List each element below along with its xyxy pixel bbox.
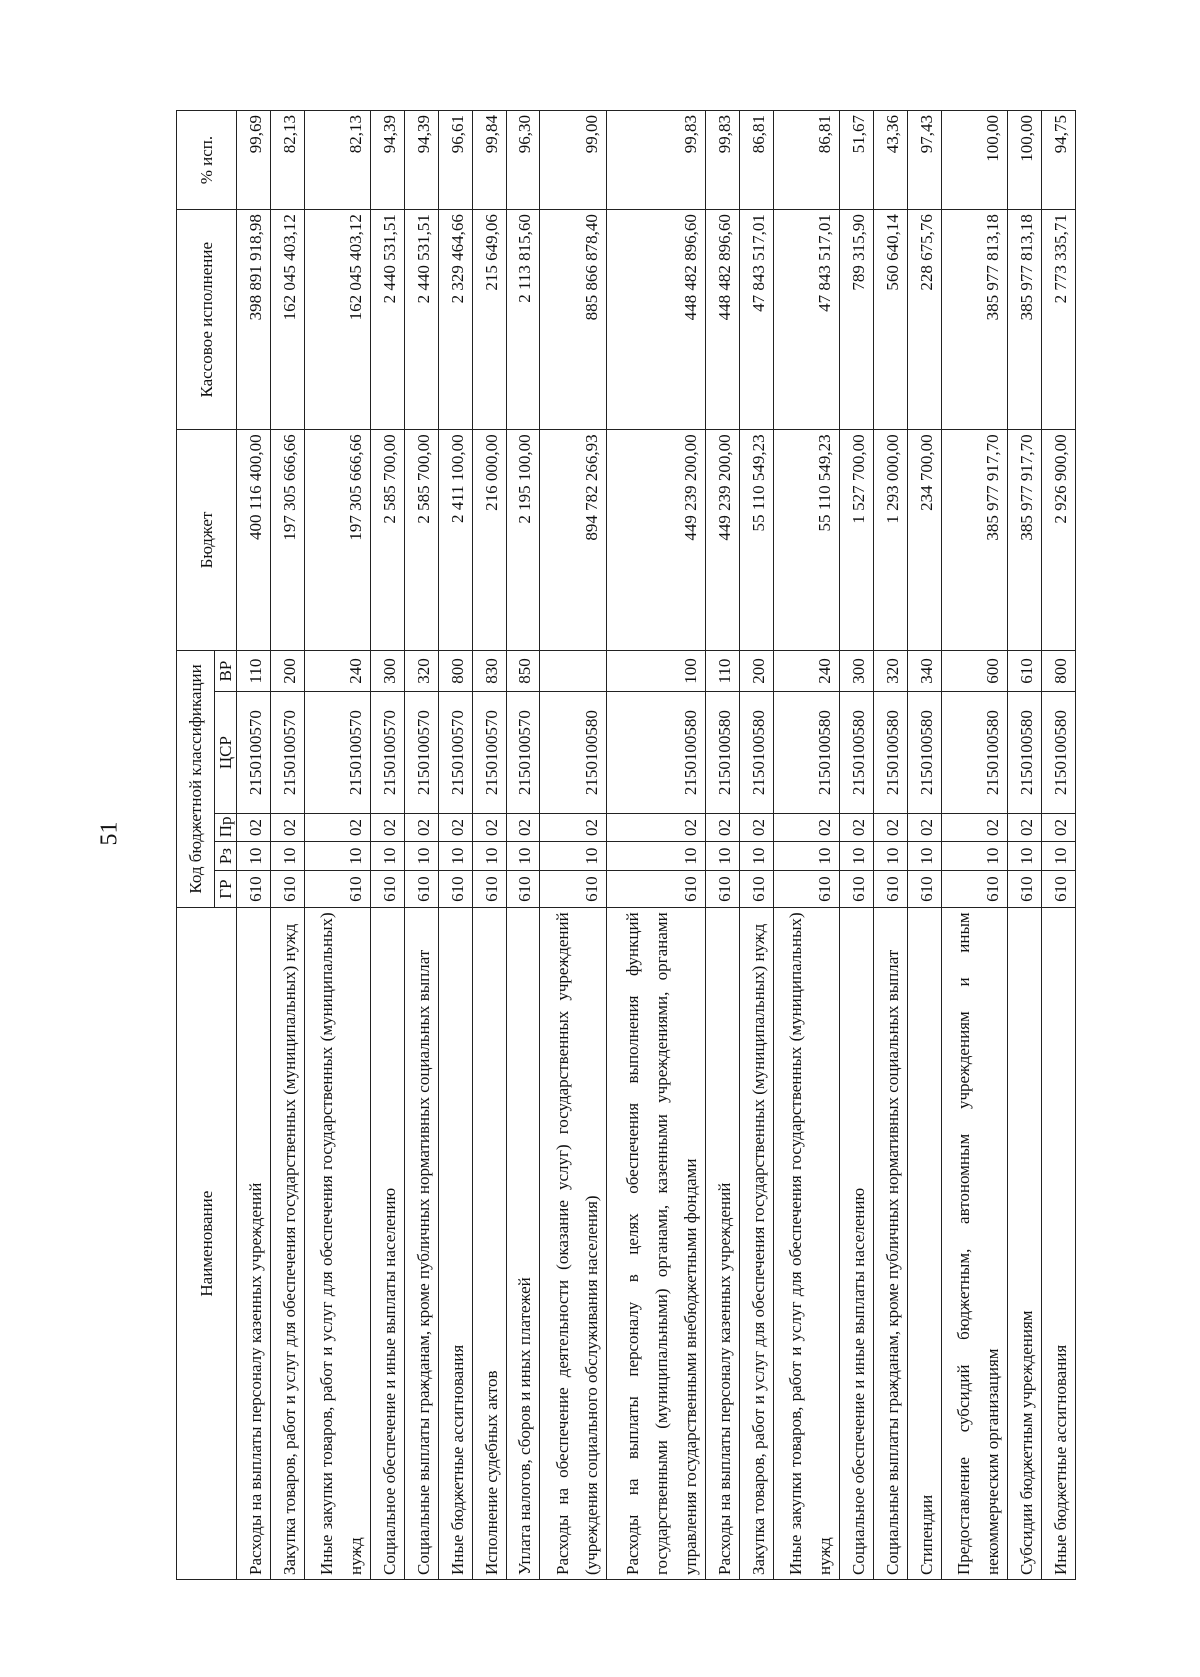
header-budget: Бюджет (177, 430, 237, 650)
row-kassa: 215 649,06 (472, 210, 506, 430)
row-name: Социальное обеспечение и иные выплаты населению (840, 908, 874, 1580)
table-header (177, 111, 237, 1580)
row-name: Расходы на выплаты персоналу казенных учреждений (706, 908, 740, 1580)
row-pr: 02 (606, 813, 705, 842)
row-kassa: 2 440 531,51 (371, 210, 405, 430)
row-gr: 610 (540, 870, 607, 907)
row-pr: 02 (405, 813, 439, 842)
row-gr: 610 (438, 870, 472, 907)
row-pct: 97,43 (907, 111, 941, 210)
table-row (438, 111, 472, 1580)
row-csr: 2150100580 (840, 692, 874, 813)
row-gr: 610 (304, 870, 371, 907)
row-vr: 200 (739, 650, 773, 692)
row-csr: 2150100570 (506, 692, 540, 813)
row-name: Закупка товаров, работ и услуг для обеспечения государственных (муниципальных) нужд (270, 908, 304, 1580)
table-row (1008, 111, 1042, 1580)
row-gr: 610 (1008, 870, 1042, 907)
row-budget: 400 116 400,00 (237, 430, 271, 650)
row-vr: 800 (438, 650, 472, 692)
row-budget: 2 585 700,00 (405, 430, 439, 650)
row-name: Расходы на выплаты персоналу в целях обеспечения выполнения функций государственными (муниципальными) органами, казенными учреждениями, органами управления государственными внебюджетными фондами (606, 908, 705, 1580)
row-vr: 200 (270, 650, 304, 692)
row-rz: 10 (739, 842, 773, 871)
row-budget: 449 239 200,00 (706, 430, 740, 650)
row-pct: 99,69 (237, 111, 271, 210)
row-kassa: 560 640,14 (874, 210, 908, 430)
row-csr: 2150100580 (706, 692, 740, 813)
table-row (270, 111, 304, 1580)
table-body (237, 111, 1076, 1580)
budget-table (176, 110, 1076, 1580)
row-pct: 96,61 (438, 111, 472, 210)
row-kassa: 228 675,76 (907, 210, 941, 430)
row-budget: 216 000,00 (472, 430, 506, 650)
row-kassa: 2 329 464,66 (438, 210, 472, 430)
row-rz: 10 (506, 842, 540, 871)
table-row (405, 111, 439, 1580)
row-csr: 2150100570 (270, 692, 304, 813)
row-kassa: 398 891 918,98 (237, 210, 271, 430)
row-csr: 2150100580 (773, 692, 840, 813)
table-row (371, 111, 405, 1580)
row-pr: 02 (540, 813, 607, 842)
row-gr: 610 (739, 870, 773, 907)
row-gr: 610 (840, 870, 874, 907)
rotated-page-content (176, 110, 1076, 1580)
row-pct: 82,13 (270, 111, 304, 210)
row-pr: 02 (840, 813, 874, 842)
row-vr: 300 (840, 650, 874, 692)
header-csr: ЦСР (215, 692, 237, 813)
row-name: Исполнение судебных актов (472, 908, 506, 1580)
table-row (540, 111, 607, 1580)
row-csr: 2150100570 (472, 692, 506, 813)
row-name: Социальные выплаты гражданам, кроме публичных нормативных социальных выплат (874, 908, 908, 1580)
row-pr: 02 (773, 813, 840, 842)
row-rz: 10 (606, 842, 705, 871)
header-pr: Пр (215, 813, 237, 842)
row-budget: 55 110 549,23 (773, 430, 840, 650)
row-rz: 10 (941, 842, 1008, 871)
table-row (304, 111, 371, 1580)
row-pr: 02 (706, 813, 740, 842)
row-gr: 610 (506, 870, 540, 907)
row-rz: 10 (840, 842, 874, 871)
row-budget: 197 305 666,66 (270, 430, 304, 650)
row-name: Стипендии (907, 908, 941, 1580)
row-rz: 10 (540, 842, 607, 871)
row-budget: 55 110 549,23 (739, 430, 773, 650)
row-rz: 10 (706, 842, 740, 871)
row-csr: 2150100580 (874, 692, 908, 813)
row-csr: 2150100580 (540, 692, 607, 813)
row-pct: 99,83 (606, 111, 705, 210)
header-gr: ГР (215, 870, 237, 907)
row-kassa: 2 440 531,51 (405, 210, 439, 430)
row-vr: 100 (606, 650, 705, 692)
header-code-group: Код бюджетной классификации (177, 650, 215, 908)
row-vr: 110 (237, 650, 271, 692)
row-budget: 2 411 100,00 (438, 430, 472, 650)
row-kassa: 47 843 517,01 (773, 210, 840, 430)
row-csr: 2150100580 (606, 692, 705, 813)
row-csr: 2150100570 (237, 692, 271, 813)
table-row (237, 111, 271, 1580)
row-pr: 02 (506, 813, 540, 842)
row-kassa: 385 977 813,18 (1008, 210, 1042, 430)
row-pr: 02 (739, 813, 773, 842)
row-rz: 10 (270, 842, 304, 871)
header-rz: Рз (215, 842, 237, 871)
row-budget: 1 527 700,00 (840, 430, 874, 650)
row-name: Предоставление субсидий бюджетным, автономным учреждениям и иным некоммерческим организациям (941, 908, 1008, 1580)
row-rz: 10 (773, 842, 840, 871)
row-name: Расходы на обеспечение деятельности (оказание услуг) государственных учреждений (учреждения социального обслуживания населения) (540, 908, 607, 1580)
row-csr: 2150100580 (907, 692, 941, 813)
row-budget: 234 700,00 (907, 430, 941, 650)
row-budget: 449 239 200,00 (606, 430, 705, 650)
row-name: Иные закупки товаров, работ и услуг для обеспечения государственных (муниципальных) нужд (773, 908, 840, 1580)
row-gr: 610 (907, 870, 941, 907)
row-pr: 02 (1008, 813, 1042, 842)
row-name: Иные бюджетные ассигнования (438, 908, 472, 1580)
row-budget: 2 585 700,00 (371, 430, 405, 650)
row-csr: 2150100580 (739, 692, 773, 813)
row-name: Социальные выплаты гражданам, кроме публичных нормативных социальных выплат (405, 908, 439, 1580)
header-name: Наименование (177, 908, 237, 1580)
header-pct: % исп. (177, 111, 237, 210)
row-vr: 320 (874, 650, 908, 692)
row-pct: 82,13 (304, 111, 371, 210)
row-pr: 02 (438, 813, 472, 842)
row-vr: 850 (506, 650, 540, 692)
row-gr: 610 (371, 870, 405, 907)
table-row (773, 111, 840, 1580)
row-kassa: 385 977 813,18 (941, 210, 1008, 430)
row-csr: 2150100580 (941, 692, 1008, 813)
row-pct: 100,00 (941, 111, 1008, 210)
row-budget: 2 195 100,00 (506, 430, 540, 650)
row-pct: 99,84 (472, 111, 506, 210)
row-vr: 240 (304, 650, 371, 692)
row-csr: 2150100570 (371, 692, 405, 813)
row-pct: 96,30 (506, 111, 540, 210)
row-gr: 610 (706, 870, 740, 907)
row-pr: 02 (371, 813, 405, 842)
row-kassa: 448 482 896,60 (706, 210, 740, 430)
row-pct: 86,81 (773, 111, 840, 210)
row-name: Закупка товаров, работ и услуг для обеспечения государственных (муниципальных) нужд (739, 908, 773, 1580)
row-rz: 10 (1008, 842, 1042, 871)
table-row (941, 111, 1008, 1580)
row-kassa: 162 045 403,12 (304, 210, 371, 430)
row-pr: 02 (304, 813, 371, 842)
row-pr: 02 (472, 813, 506, 842)
row-pct: 43,36 (874, 111, 908, 210)
table-row (840, 111, 874, 1580)
row-rz: 10 (371, 842, 405, 871)
table-row (506, 111, 540, 1580)
row-kassa: 789 315,90 (840, 210, 874, 430)
row-kassa: 162 045 403,12 (270, 210, 304, 430)
table-row (472, 111, 506, 1580)
row-gr: 610 (874, 870, 908, 907)
row-name: Социальное обеспечение и иные выплаты населению (371, 908, 405, 1580)
row-gr: 610 (606, 870, 705, 907)
row-kassa: 47 843 517,01 (739, 210, 773, 430)
row-vr: 600 (941, 650, 1008, 692)
row-csr: 2150100570 (405, 692, 439, 813)
row-csr: 2150100570 (304, 692, 371, 813)
row-name: Иные бюджетные ассигнования (1042, 908, 1076, 1580)
row-rz: 10 (907, 842, 941, 871)
row-pr: 02 (907, 813, 941, 842)
row-gr: 610 (941, 870, 1008, 907)
row-rz: 10 (438, 842, 472, 871)
row-pr: 02 (941, 813, 1008, 842)
row-gr: 610 (270, 870, 304, 907)
table-row (1042, 111, 1076, 1580)
row-name: Субсидии бюджетным учреждениям (1008, 908, 1042, 1580)
row-rz: 10 (237, 842, 271, 871)
row-vr: 340 (907, 650, 941, 692)
row-pct: 94,75 (1042, 111, 1076, 210)
row-csr: 2150100580 (1008, 692, 1042, 813)
row-name: Иные закупки товаров, работ и услуг для обеспечения государственных (муниципальных) нужд (304, 908, 371, 1580)
table-row (874, 111, 908, 1580)
row-gr: 610 (472, 870, 506, 907)
row-rz: 10 (472, 842, 506, 871)
row-kassa: 2 773 335,71 (1042, 210, 1076, 430)
row-pr: 02 (1042, 813, 1076, 842)
row-budget: 894 782 266,93 (540, 430, 607, 650)
row-vr: 300 (371, 650, 405, 692)
row-pct: 99,83 (706, 111, 740, 210)
table-row (739, 111, 773, 1580)
row-name: Расходы на выплаты персоналу казенных учреждений (237, 908, 271, 1580)
row-vr (540, 650, 607, 692)
row-budget: 2 926 900,00 (1042, 430, 1076, 650)
row-rz: 10 (304, 842, 371, 871)
row-name: Уплата налогов, сборов и иных платежей (506, 908, 540, 1580)
row-kassa: 448 482 896,60 (606, 210, 705, 430)
table-row (907, 111, 941, 1580)
row-rz: 10 (874, 842, 908, 871)
row-kassa: 885 866 878,40 (540, 210, 607, 430)
row-pct: 100,00 (1008, 111, 1042, 210)
row-gr: 610 (405, 870, 439, 907)
table-row (606, 111, 705, 1580)
header-vr: ВР (215, 650, 237, 692)
row-pr: 02 (270, 813, 304, 842)
row-kassa: 2 113 815,60 (506, 210, 540, 430)
header-kassa: Кассовое исполнение (177, 210, 237, 430)
row-pct: 94,39 (405, 111, 439, 210)
row-rz: 10 (405, 842, 439, 871)
row-pct: 99,00 (540, 111, 607, 210)
page-number: 51 (96, 821, 123, 846)
row-budget: 385 977 917,70 (1008, 430, 1042, 650)
row-vr: 830 (472, 650, 506, 692)
row-gr: 610 (773, 870, 840, 907)
row-pct: 94,39 (371, 111, 405, 210)
row-gr: 610 (237, 870, 271, 907)
row-budget: 197 305 666,66 (304, 430, 371, 650)
row-vr: 240 (773, 650, 840, 692)
row-budget: 1 293 000,00 (874, 430, 908, 650)
row-pr: 02 (874, 813, 908, 842)
row-rz: 10 (1042, 842, 1076, 871)
table-row (706, 111, 740, 1580)
row-vr: 110 (706, 650, 740, 692)
row-pct: 51,67 (840, 111, 874, 210)
row-csr: 2150100580 (1042, 692, 1076, 813)
row-vr: 610 (1008, 650, 1042, 692)
row-budget: 385 977 917,70 (941, 430, 1008, 650)
row-pr: 02 (237, 813, 271, 842)
row-pct: 86,81 (739, 111, 773, 210)
row-vr: 320 (405, 650, 439, 692)
row-vr: 800 (1042, 650, 1076, 692)
row-gr: 610 (1042, 870, 1076, 907)
row-csr: 2150100570 (438, 692, 472, 813)
